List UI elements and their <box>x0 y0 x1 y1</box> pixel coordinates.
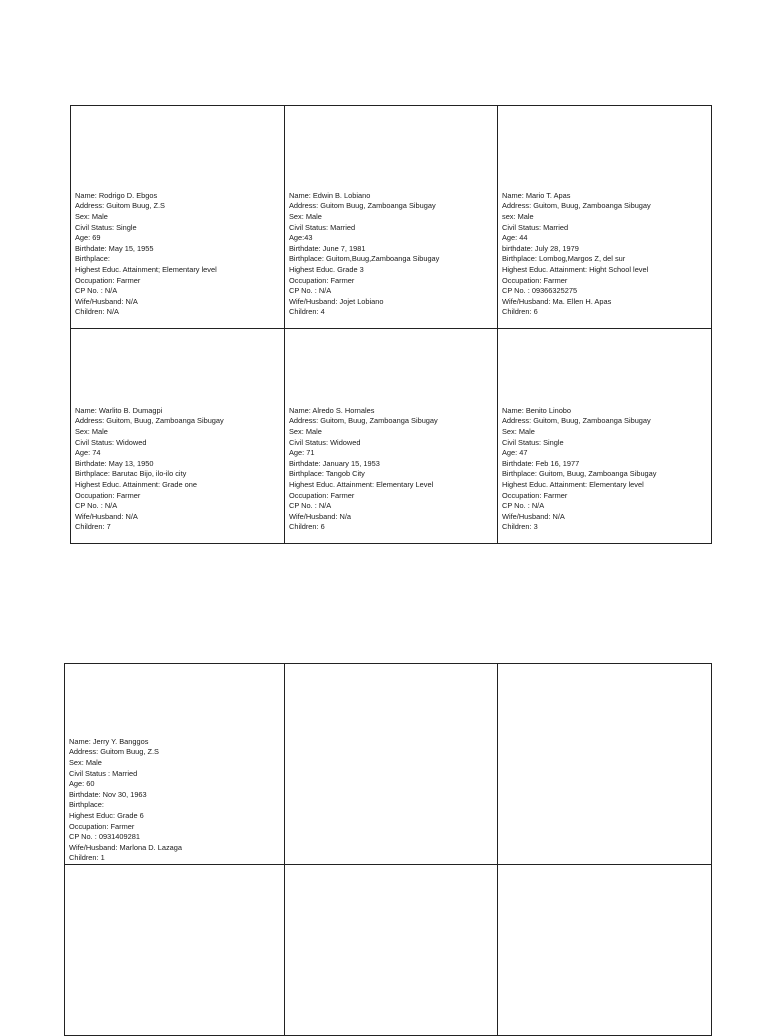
profile-field: Birthplace: Barutac Bijo, ilo-ilo city <box>75 469 187 479</box>
profile-field: Highest Educ. Attainment; Elementary level <box>75 265 217 275</box>
profile-field: Sex: Male <box>502 427 535 437</box>
profile-field: Name: Alredo S. Hornales <box>289 405 375 415</box>
profile-field: Name: Edwin B. Lobiano <box>289 190 371 200</box>
profile-field: CP No. : 0931409281 <box>69 832 140 842</box>
table-row <box>65 664 712 865</box>
profile-field: Birthdate: June 7, 1981 <box>289 243 366 253</box>
profile-field: Birthplace: <box>69 800 104 810</box>
profile-field: Age: 74 <box>75 448 101 458</box>
profile-field: Name: Jerry Y. Banggos <box>69 736 149 746</box>
profile-field: Birthplace: Guitom,Buug,Zamboanga Sibugay <box>289 254 440 264</box>
profile-field: Age: 69 <box>75 233 101 243</box>
profile-field: Children: 6 <box>289 522 325 532</box>
profile-field: Age:43 <box>289 233 313 243</box>
empty-cell <box>498 664 712 865</box>
profile-field: Birthplace: Guitom, Buug, Zamboanga Sibugay <box>502 469 657 479</box>
profile-field: Civil Status: Single <box>75 222 137 232</box>
table-row <box>71 106 712 329</box>
profile-field: Birthdate: Feb 16, 1977 <box>502 458 580 468</box>
profile-field: CP No. : N/A <box>75 501 118 511</box>
profile-field: Address: Guitom, Buug, Zamboanga Sibugay <box>502 201 651 211</box>
profile-field: Children: 1 <box>69 853 105 863</box>
profile-field: Highest Educ: Grade 6 <box>69 811 144 821</box>
profile-cell <box>71 106 285 329</box>
profile-field: Civil Status: Single <box>502 437 564 447</box>
profile-field: Age: 47 <box>502 448 528 458</box>
profile-field: Occupation: Farmer <box>75 490 141 500</box>
profile-field: Children: 3 <box>502 522 538 532</box>
profile-field: Name: Rodrigo D. Ebgos <box>75 190 158 200</box>
profile-field: birthdate: July 28, 1979 <box>502 243 579 253</box>
profile-cell <box>498 329 712 544</box>
profile-field: Occupation: Farmer <box>502 275 568 285</box>
profile-field: Sex: Male <box>75 427 108 437</box>
profile-field: Civil Status : Married <box>69 768 138 778</box>
profile-cell <box>498 106 712 329</box>
profile-field: Children: 6 <box>502 307 538 317</box>
profile-field: sex: Male <box>502 212 534 222</box>
profile-field: Age: 44 <box>502 233 528 243</box>
profile-field: Highest Educ. Attainment: Hight School level <box>502 265 649 275</box>
profile-field: Birthplace: Lombog,Margos Z, del sur <box>502 254 626 264</box>
profile-cell <box>71 329 285 544</box>
profile-field: Wife/Husband: N/A <box>75 296 138 306</box>
profile-field: Name: Mario T. Apas <box>502 190 571 200</box>
profile-field: Birthplace: <box>75 254 110 264</box>
profile-cell <box>285 329 498 544</box>
profile-field: Wife/Husband: N/a <box>289 511 352 521</box>
profile-field: Wife/Husband: Jojet Lobiano <box>289 296 384 306</box>
profile-field: Birthplace: Tangob City <box>289 469 365 479</box>
profile-field: Highest Educ. Attainment: Elementary Level <box>289 480 434 490</box>
profile-field: Name: Benito Linobo <box>502 405 572 415</box>
profile-field: Civil Status: Widowed <box>289 437 361 447</box>
profile-field: Highest Educ. Grade 3 <box>289 265 364 275</box>
profile-field: Children: N/A <box>75 307 119 317</box>
profile-field: Occupation: Farmer <box>75 275 141 285</box>
profile-field: Birthdate: May 15, 1955 <box>75 243 154 253</box>
profile-field: Occupation: Farmer <box>69 821 135 831</box>
profile-field: Address: Guitom Buug, Z.S <box>69 747 159 757</box>
empty-cell <box>498 865 712 1036</box>
profile-field: Sex: Male <box>289 212 322 222</box>
empty-cell <box>285 664 498 865</box>
profile-field: Birthdate: Nov 30, 1963 <box>69 789 147 799</box>
profile-field: Occupation: Farmer <box>502 490 568 500</box>
profile-cell <box>65 664 285 865</box>
profile-field: Children: 4 <box>289 307 325 317</box>
profile-field: Occupation: Farmer <box>289 275 355 285</box>
profile-field: Address: Guitom, Buug, Zamboanga Sibugay <box>502 416 651 426</box>
profile-field: Children: 7 <box>75 522 111 532</box>
profile-field: Highest Educ. Attainment: Elementary level <box>502 480 644 490</box>
profile-table-2 <box>64 663 712 1036</box>
profile-field: Address: Guitom Buug, Z.S <box>75 201 165 211</box>
profile-field: Birthdate: May 13, 1950 <box>75 458 154 468</box>
profile-field: CP No. : N/A <box>289 286 332 296</box>
profile-field: Sex: Male <box>75 212 108 222</box>
table-row <box>65 865 712 1036</box>
profile-field: Civil Status: Married <box>502 222 569 232</box>
profile-field: Birthdate: January 15, 1953 <box>289 458 380 468</box>
profile-field: Highest Educ. Attainment: Grade one <box>75 480 198 490</box>
table-row <box>71 329 712 544</box>
empty-cell <box>285 865 498 1036</box>
profile-field: Civil Status: Widowed <box>75 437 147 447</box>
profile-table-1 <box>70 105 712 544</box>
profile-field: Address: Guitom, Buug, Zamboanga Sibugay <box>75 416 224 426</box>
profile-field: Address: Guitom, Buug, Zamboanga Sibugay <box>289 416 438 426</box>
profile-field: Wife/Husband: N/A <box>502 511 565 521</box>
profile-field: Occupation: Farmer <box>289 490 355 500</box>
profile-field: CP No. : N/A <box>75 286 118 296</box>
profile-field: Address: Guitom Buug, Zamboanga Sibugay <box>289 201 436 211</box>
profile-field: Wife/Husband: N/A <box>75 511 138 521</box>
profile-field: Civil Status: Married <box>289 222 356 232</box>
profile-field: CP No. : 09366325275 <box>502 286 578 296</box>
profile-field: CP No. : N/A <box>289 501 332 511</box>
profile-field: Sex: Male <box>69 758 102 768</box>
profile-cell <box>285 106 498 329</box>
empty-cell <box>65 865 285 1036</box>
profile-field: Age: 71 <box>289 448 315 458</box>
profile-field: Wife/Husband: Marlona D. Lazaga <box>69 842 182 852</box>
profile-field: Age: 60 <box>69 779 95 789</box>
profile-field: Sex: Male <box>289 427 322 437</box>
profile-field: Name: Warlito B. Dumagpi <box>75 405 163 415</box>
profile-field: Wife/Husband: Ma. Ellen H. Apas <box>502 296 612 306</box>
profile-field: CP No. : N/A <box>502 501 545 511</box>
